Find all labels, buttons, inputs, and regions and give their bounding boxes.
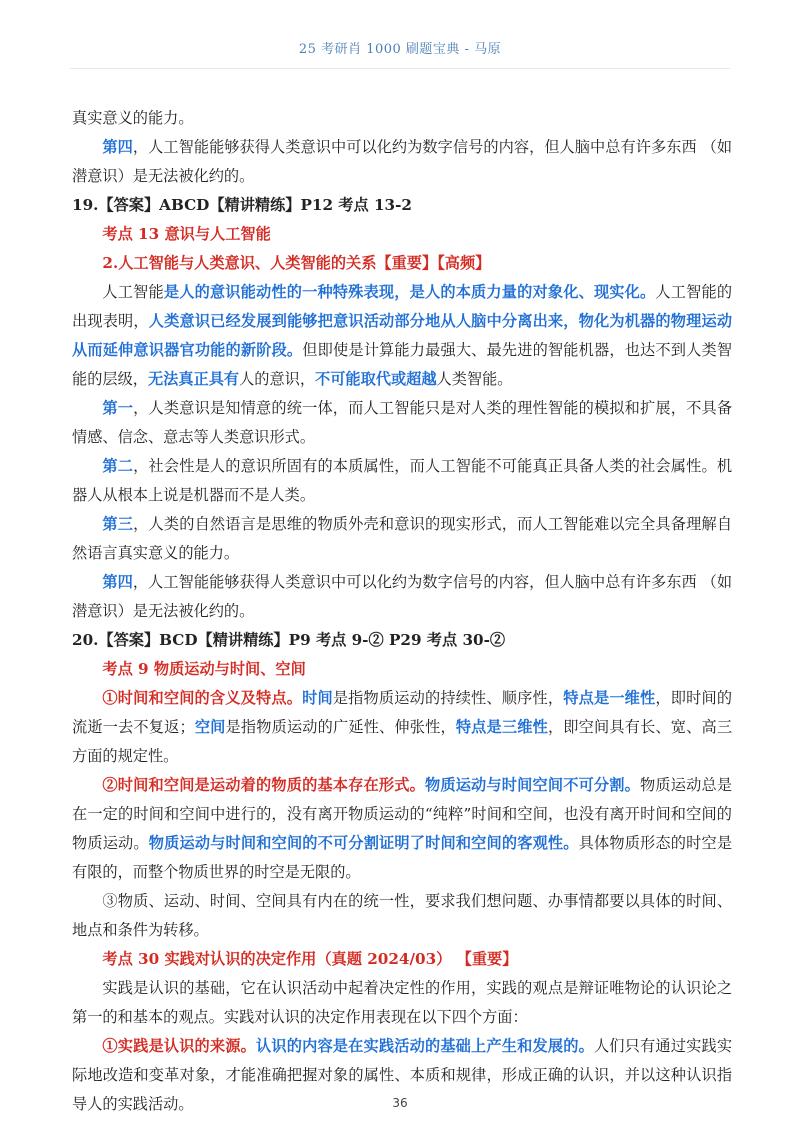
paragraph-text: ，社会性是人的意识所固有的本质属性，而人工智能不可能真正具备人类的社会属性。机器人从根本上说是机器而不是人类。 <box>72 457 733 504</box>
paragraph: 真实意义的能力。 <box>72 109 194 127</box>
emphasis-red: ①时间和空间的含义及特点。 <box>102 689 303 707</box>
paragraph <box>72 278 732 394</box>
text: 人们只有通过实践实际地改造和变革对象，才能准确把握对象的属性、本质和规律，形成正确的认识，并以这种认识指导人的实践活动。 <box>72 1037 733 1113</box>
emphasis-red: ①实践是认识的来源。 <box>102 1037 256 1055</box>
text: 人的意识， <box>239 370 315 388</box>
question-19-answer: 19.【答案】ABCD【精讲精练】P12 考点 13-2 <box>72 196 412 214</box>
text: ，即空间具有长、宽、高三方面的规定性。 <box>72 718 733 765</box>
paragraph <box>72 510 732 568</box>
emphasis: 无法真正具有 <box>147 370 240 388</box>
paragraph-text: ，人工智能能够获得人类意识中可以化约为数字信号的内容，但人脑中总有许多东西 （如潜意识）是无法被化约的。 <box>72 573 733 620</box>
page-number: 36 <box>392 1096 408 1110</box>
topic-heading: 考点 13 意识与人工智能 <box>102 225 271 243</box>
point-lead: 第三 <box>102 515 134 533</box>
emphasis: 人类意识已经发展到能够把意识活动部分地从人脑中分离出来，物化为机器的物理运动从而延伸意识器官功能的新阶段。 <box>72 312 733 359</box>
emphasis: 时间 <box>302 689 333 707</box>
point-lead: 第四 <box>102 573 133 591</box>
document-body <box>72 104 732 1119</box>
subtopic-heading: 2.人工智能与人类意识、人类智能的关系【重要】【高频】 <box>102 254 491 272</box>
paragraph <box>72 394 732 452</box>
emphasis: 不可能取代或超越 <box>315 370 437 388</box>
topic-heading: 考点 30 实践对认识的决定作用（真题 2024/03） 【重要】 <box>102 950 518 968</box>
text: ，即时间的流逝一去不复返； <box>72 689 733 736</box>
text: 但即使是计算能力最强大、最先进的智能机器，也达不到人类智能的层级， <box>72 341 733 388</box>
point-lead: 第二 <box>102 457 134 475</box>
paragraph: 实践是认识的基础，它在认识活动中起着决定性的作用，实践的观点是辩证唯物论的认识论之第一的和基本的观点。实践对认识的决定作用表现在以下四个方面： <box>72 979 732 1026</box>
emphasis: 特点是一维性 <box>563 689 656 707</box>
text: 具体物质形态的时空是有限的，而整个物质世界的时空是无限的。 <box>72 834 733 881</box>
emphasis: 物质运动与时间和空间的不可分割证明了时间和空间的客观性。 <box>148 834 579 852</box>
paragraph: ③物质、运动、时间、空间具有内在的统一性，要求我们想问题、办事情都要以具体的时间、地点和条件为转移。 <box>72 892 732 939</box>
text: 是指物质运动的广延性、伸张性， <box>225 718 456 736</box>
emphasis: 是人的意识能动性的一种特殊表现，是人的本质力量的对象化、现实化。 <box>163 283 656 301</box>
paragraph-text: ，人工智能能够获得人类意识中可以化约为数字信号的内容，但人脑中总有许多东西 （如潜意识）是无法被化约的。 <box>72 138 733 185</box>
text: 物质运动总是在一定的时间和空间中进行的，没有离开物质运动的“纯粹”时间和空间，也没有离开时间和空间的物质运动。 <box>72 776 733 852</box>
text: 是指物质运动的持续性、顺序性， <box>332 689 564 707</box>
paragraph-text: ，人类意识是知情意的统一体，而人工智能只是对人类的理性智能的模拟和扩展，不具备情感、信念、意志等人类意识形式。 <box>72 399 733 446</box>
text: 人工智能的出现表明， <box>72 283 733 330</box>
point-lead: 第一 <box>102 399 134 417</box>
emphasis: 空间 <box>194 718 226 736</box>
emphasis: 特点是三维性 <box>455 718 548 736</box>
page-header: 25 考研肖 1000 刷题宝典 - 马原 <box>298 42 502 57</box>
paragraph <box>72 568 732 626</box>
text: 人工智能 <box>102 283 164 301</box>
paragraph <box>72 771 732 887</box>
text: 人类智能。 <box>436 370 513 388</box>
paragraph <box>72 133 732 191</box>
paragraph-text: ，人类的自然语言是思维的物质外壳和意识的现实形式，而人工智能难以完全具备理解自然语言真实意义的能力。 <box>72 515 733 562</box>
topic-heading: 考点 9 物质运动与时间、空间 <box>102 660 306 678</box>
header-divider <box>70 68 730 69</box>
question-20-answer: 20.【答案】BCD【精讲精练】P9 考点 9-② P29 考点 30-② <box>72 631 506 649</box>
point-lead: 第四 <box>102 138 133 156</box>
paragraph <box>72 452 732 510</box>
emphasis-red: ②时间和空间是运动着的物质的基本存在形式。 <box>102 776 425 794</box>
emphasis: 物质运动与时间空间不可分割。 <box>424 776 641 794</box>
emphasis: 认识的内容是在实践活动的基础上产生和发展的。 <box>256 1037 594 1055</box>
paragraph <box>72 684 732 771</box>
